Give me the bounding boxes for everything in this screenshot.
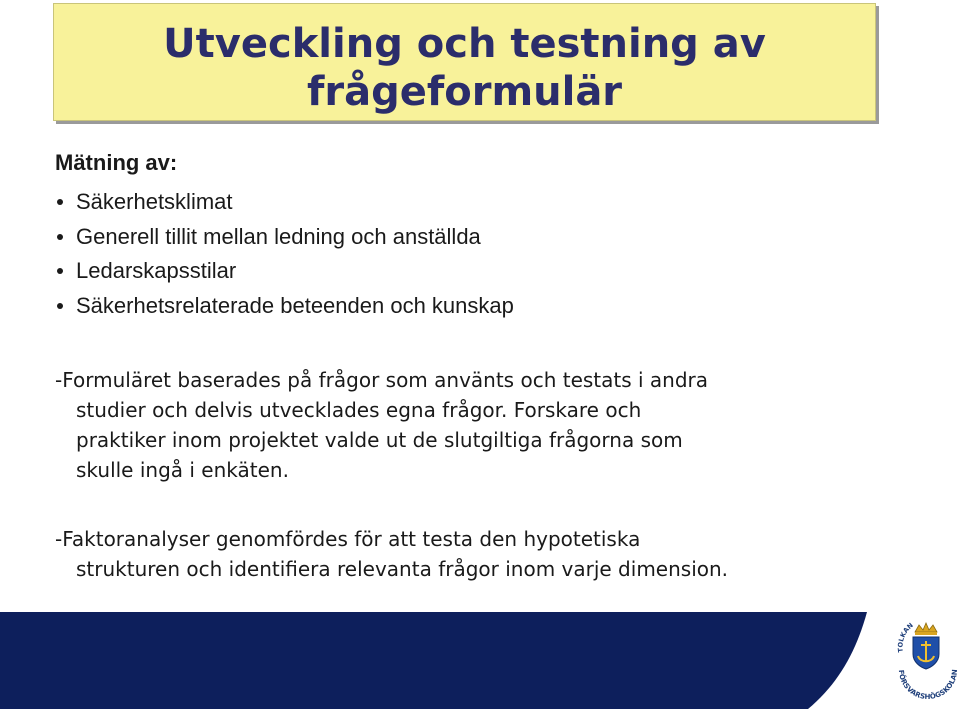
slide-title-line-1: Utveckling och testning av — [163, 21, 766, 67]
paragraph-line: strukturen och identifiera relevanta frågor inom varje dimension. — [76, 557, 729, 581]
bullet-text: Ledarskapsstilar — [76, 258, 237, 283]
bullet-icon — [57, 234, 63, 240]
forsvarshogskolan-logo — [893, 612, 959, 702]
paragraph-line: -Faktoranalyser genomfördes för att testa den hypotetiska — [55, 527, 641, 551]
paragraph-line: studier och delvis utvecklades egna frågor. Forskare och — [76, 398, 642, 422]
title-box — [53, 3, 876, 121]
footer-bar — [0, 612, 960, 709]
bullet-item — [55, 254, 514, 289]
bullet-icon — [57, 199, 63, 205]
bullet-item — [55, 220, 514, 255]
slide-title-line-2: frågeformulär — [306, 69, 623, 115]
bullet-text: Generell tillit mellan ledning och anställda — [76, 223, 481, 249]
svg-text:FÖRSVARSHÖGSKOLAN: FÖRSVARSHÖGSKOLAN — [896, 668, 959, 702]
paragraph-line: praktiker inom projektet valde ut de slutgiltiga frågorna som — [76, 428, 683, 452]
bullet-text: Säkerhetsklimat — [76, 189, 233, 214]
paragraph-line: skulle ingå i enkäten. — [76, 458, 289, 482]
bullet-list — [55, 185, 514, 323]
bullet-text: Säkerhetsrelaterade beteenden och kunskap — [76, 292, 514, 318]
paragraph-faktoranalys — [55, 524, 915, 584]
section-heading: Mätning av: — [55, 150, 178, 175]
bullet-icon — [57, 303, 63, 309]
paragraph-formular — [55, 365, 915, 485]
bullet-icon — [57, 268, 63, 274]
bullet-item — [55, 289, 514, 324]
bullet-item — [55, 185, 514, 220]
paragraph-line: -Formuläret baserades på frågor som använts och testats i andra — [55, 368, 709, 392]
svg-text:TOLKAN: TOLKAN — [896, 621, 915, 653]
